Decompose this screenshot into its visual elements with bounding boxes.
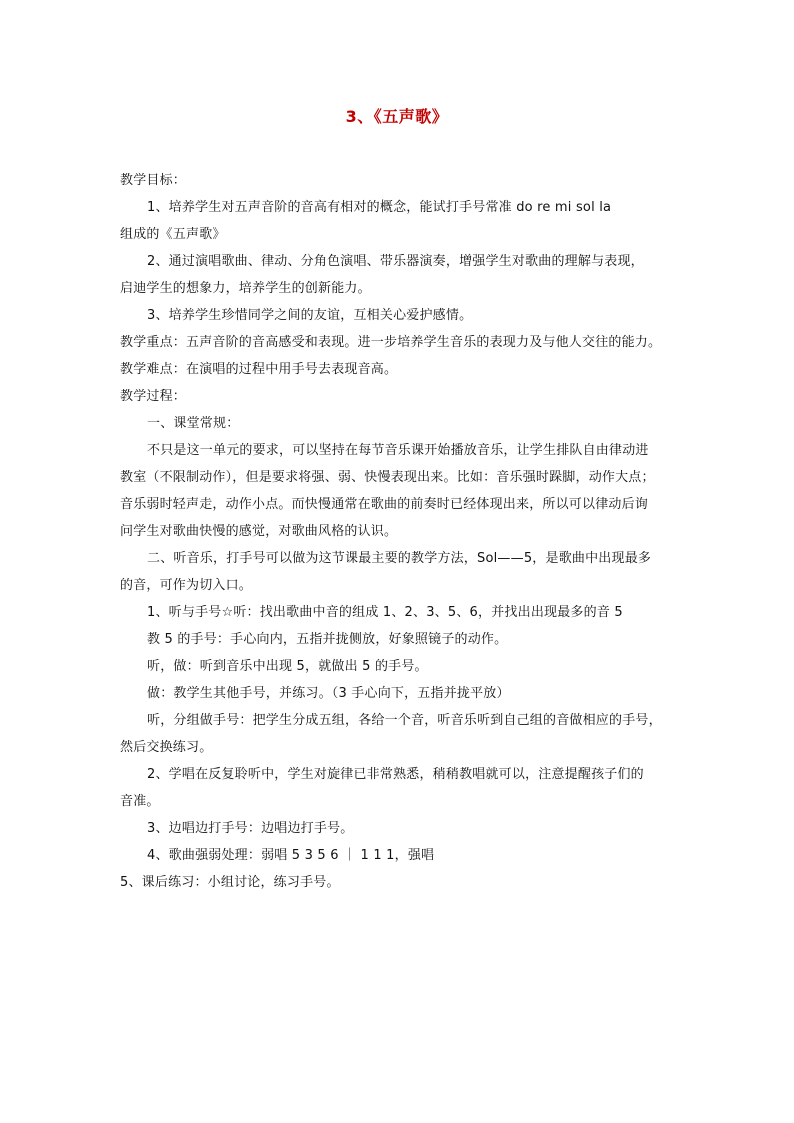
page-title: 3、《五声歌》 <box>345 107 449 126</box>
text-line: 5、课后练习：小组讨论，练习手号。 <box>120 875 340 890</box>
text-line: 然后交换练习。 <box>120 740 213 755</box>
text-line: 二、听音乐，打手号可以做为这节课最主要的教学方法，Sol——5，是歌曲中出现最多 <box>147 551 652 566</box>
document-body <box>120 167 680 896</box>
text-line: 教学重点：五声音阶的音高感受和表现。进一步培养学生音乐的表现力及与他人交往的能力。 <box>120 335 662 350</box>
text-line: 1、听与手号☆听：找出歌曲中音的组成 1、2、3、5、6，并找出出现最多的音 5 <box>147 605 623 620</box>
text-line: 组成的《五声歌》 <box>120 227 226 242</box>
text-line: 教学过程： <box>120 389 187 404</box>
text-line: 问学生对歌曲快慢的感觉，对歌曲风格的认识。 <box>120 524 398 539</box>
text-line: 音准。 <box>120 794 160 809</box>
text-line: 听，做：听到音乐中出现 5，就做出 5 的手号。 <box>147 659 428 674</box>
text-line: 教学难点：在演唱的过程中用手号去表现音高。 <box>120 362 398 377</box>
text-line: 教学目标： <box>120 173 187 188</box>
text-line: 2、学唱在反复聆听中，学生对旋律已非常熟悉，稍稍教唱就可以，注意提醒孩子们的 <box>147 767 644 782</box>
text-line: 的音，可作为切入口。 <box>120 578 253 593</box>
text-line: 听，分组做手号：把学生分成五组，各给一个音，听音乐听到自己组的音做相应的手号， <box>147 713 662 728</box>
text-line: 3、培养学生珍惜同学之间的友谊，互相关心爱护感情。 <box>147 308 473 323</box>
text-line: 教室（不限制动作），但是要求将强、弱、快慢表现出来。比如：音乐强时跺脚，动作大点； <box>120 470 655 485</box>
text-line: 教 5 的手号：手心向内，五指并拢侧放，好象照镜子的动作。 <box>147 632 508 647</box>
text-line: 3、边唱边打手号：边唱边打手号。 <box>147 821 354 836</box>
text-line: 音乐弱时轻声走，动作小点。而快慢通常在歌曲的前奏时已经体现出来，所以可以律动后询 <box>120 497 649 512</box>
text-line: 一、课堂常规： <box>147 416 240 431</box>
text-line: 1、培养学生对五声音阶的音高有相对的概念，能试打手号常准 do re mi sol la <box>147 200 612 215</box>
text-line: 做：教学生其他手号，并练习。（3 手心向下，五指并拢平放） <box>147 686 510 701</box>
text-line: 4、歌曲强弱处理：弱唱 5 3 5 6 ｜ 1 1 1，强唱 <box>147 848 435 863</box>
text-line: 不只是这一单元的要求，可以坚持在每节音乐课开始播放音乐，让学生排队自由律动进 <box>147 443 649 458</box>
text-line: 启迪学生的想象力，培养学生的创新能力。 <box>120 281 371 296</box>
text-line: 2、通过演唱歌曲、律动、分角色演唱、带乐器演奏，增强学生对歌曲的理解与表现， <box>147 254 644 269</box>
